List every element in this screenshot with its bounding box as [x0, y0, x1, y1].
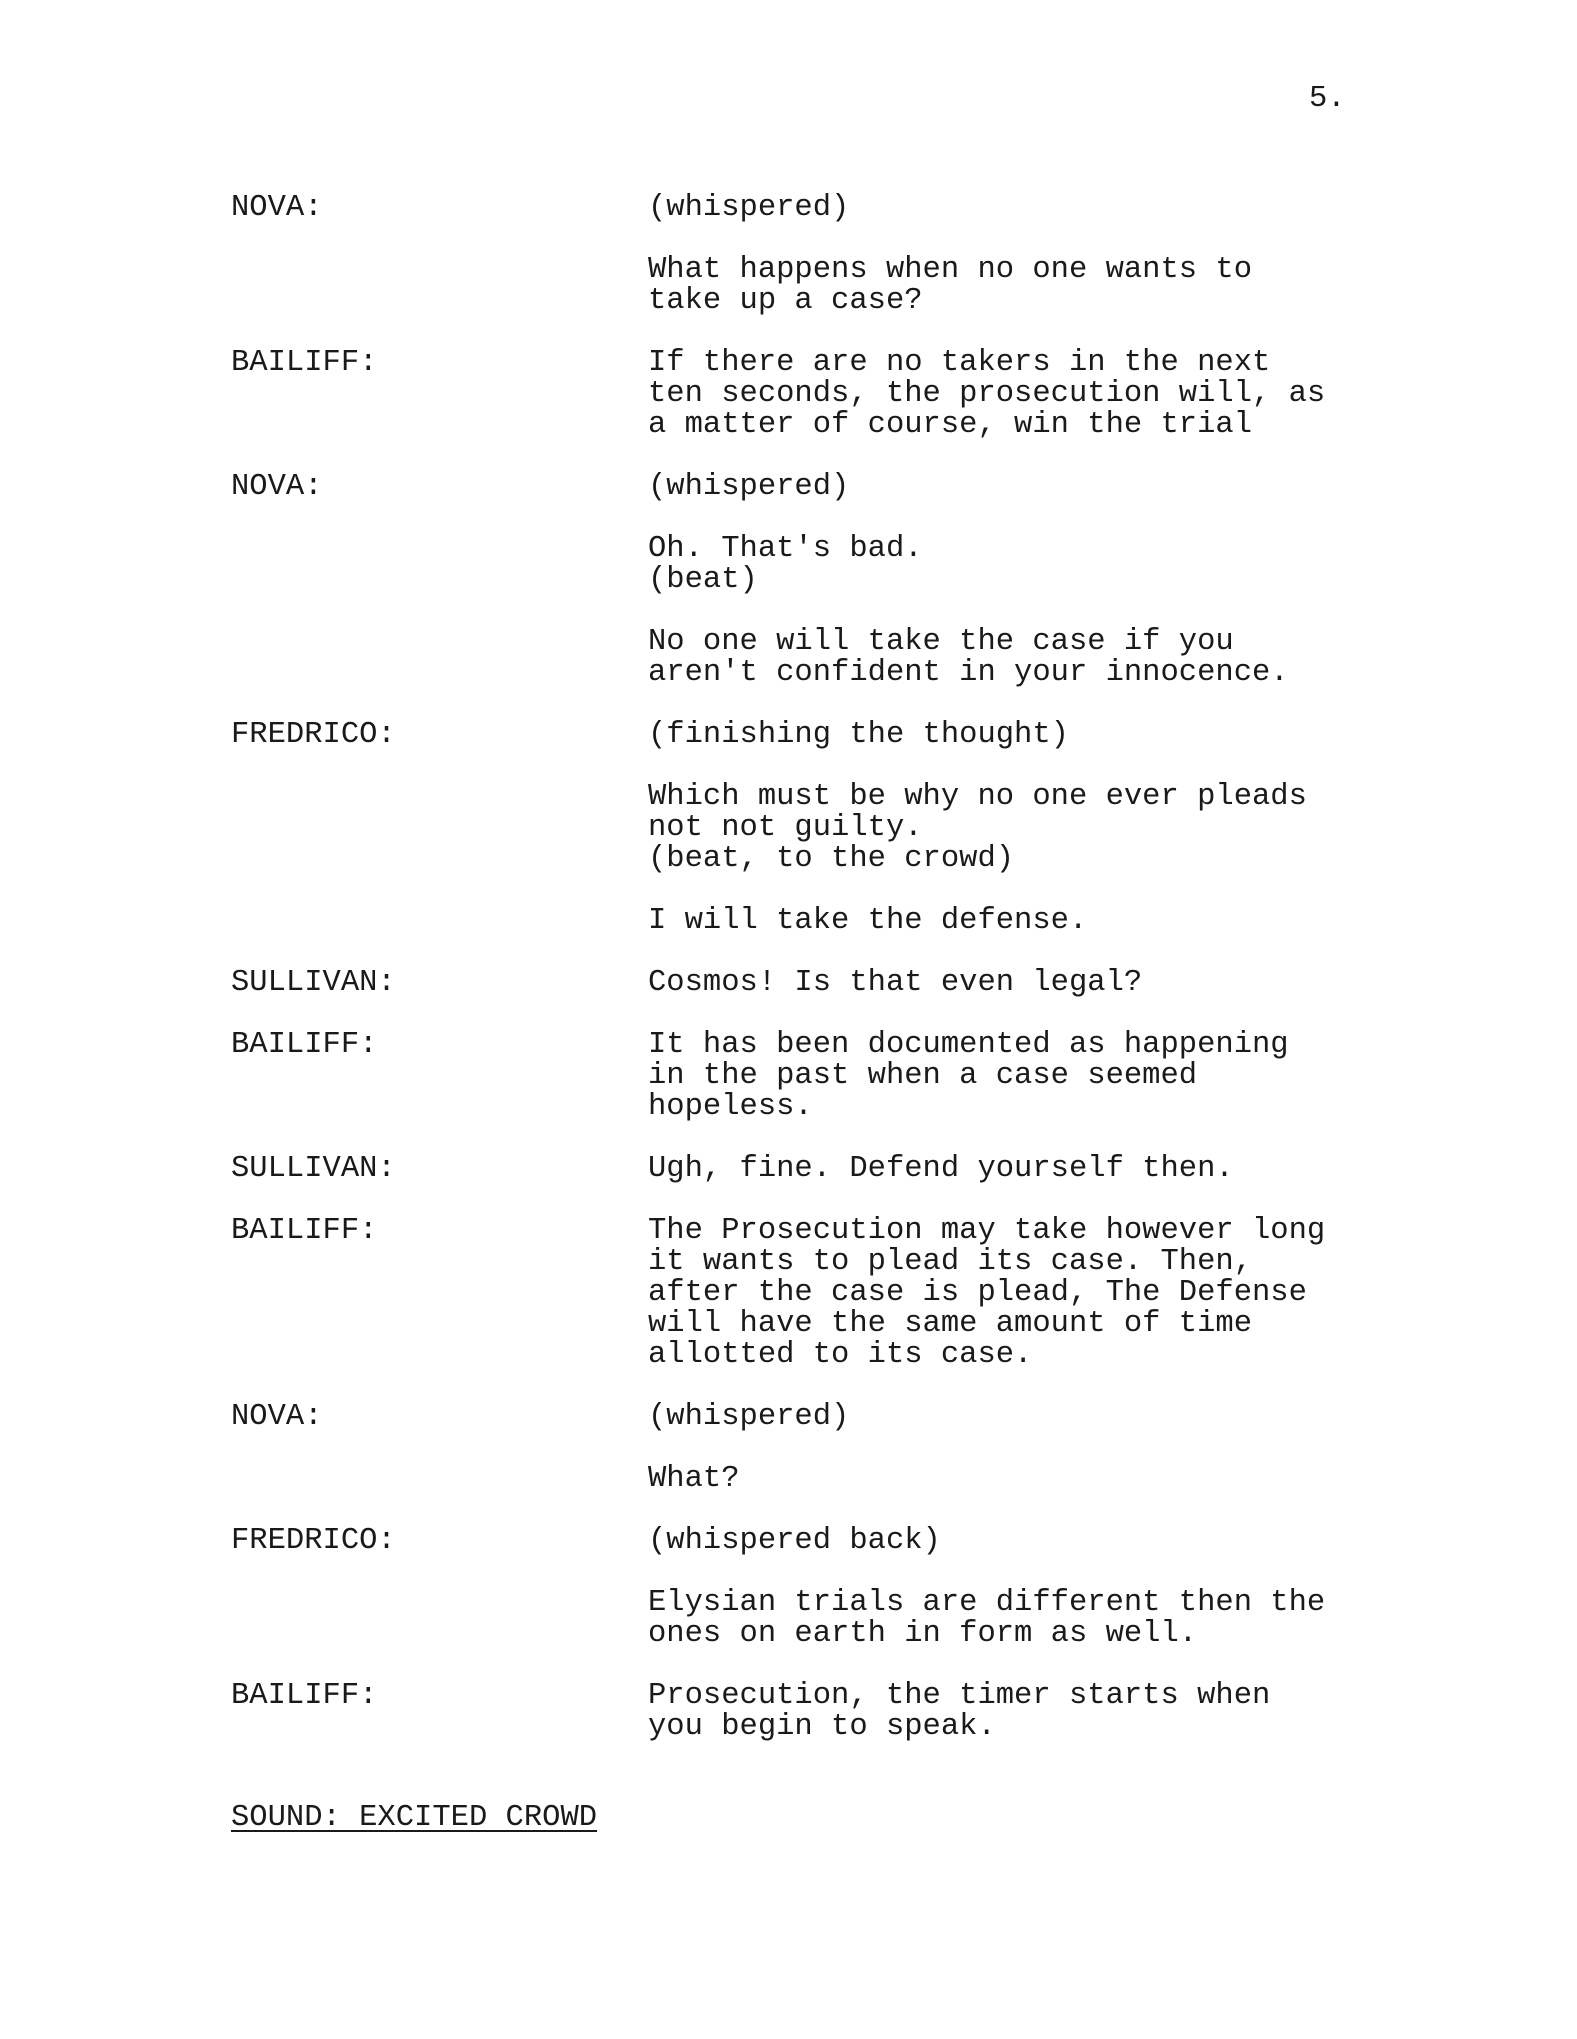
dialogue-block: [648, 1402, 1351, 1495]
dialogue-line: [648, 1433, 1351, 1464]
dialogue-entry: [231, 472, 1351, 689]
character-name: BAILIFF:: [231, 346, 378, 380]
dialogue-line: It has been documented as happening: [648, 1028, 1289, 1062]
dialogue-line: [648, 224, 1351, 255]
dialogue-block: [648, 1681, 1351, 1743]
character-name: NOVA:: [231, 470, 323, 504]
dialogue-line: will have the same amount of time: [648, 1307, 1252, 1341]
dialogue-entry: [231, 193, 1351, 317]
dialogue-block: [648, 472, 1351, 689]
dialogue-line: Prosecution, the timer starts when: [648, 1679, 1271, 1713]
dialogue-block: [648, 720, 1351, 937]
dialogue-entry: [231, 1216, 1351, 1371]
sound-cue: SOUND: EXCITED CROWD: [231, 1801, 598, 1835]
dialogue-line: What?: [648, 1462, 740, 1496]
dialogue-line: a matter of course, win the trial: [648, 408, 1252, 442]
dialogue-line: Which must be why no one ever pleads: [648, 780, 1307, 814]
dialogue-line: [648, 503, 1351, 534]
character-name: FREDRICO:: [231, 1524, 396, 1558]
dialogue-entry: [231, 1154, 1351, 1185]
dialogue-block: [648, 1216, 1351, 1371]
page-number: 5.: [1309, 82, 1346, 116]
character-name: SULLIVAN:: [231, 966, 396, 1000]
parenthetical-line: (beat): [648, 563, 758, 597]
dialogue-line: ones on earth in form as well.: [648, 1617, 1198, 1651]
parenthetical-line: (whispered back): [648, 1524, 941, 1558]
dialogue-line: [648, 596, 1351, 627]
dialogue-block: [648, 1526, 1351, 1650]
character-name: BAILIFF:: [231, 1214, 378, 1248]
dialogue-block: [648, 1030, 1351, 1123]
dialogue-block: [648, 1154, 1351, 1185]
character-name: NOVA:: [231, 1400, 323, 1434]
dialogue-line: in the past when a case seemed: [648, 1059, 1198, 1093]
character-name: SULLIVAN:: [231, 1152, 396, 1186]
parenthetical-line: (finishing the thought): [648, 718, 1069, 752]
dialogue-line: Ugh, fine. Defend yourself then.: [648, 1152, 1234, 1186]
dialogue-line: aren't confident in your innocence.: [648, 656, 1289, 690]
character-name: BAILIFF:: [231, 1679, 378, 1713]
dialogue-line: No one will take the case if you: [648, 625, 1234, 659]
dialogue-block: [648, 193, 1351, 317]
character-name: FREDRICO:: [231, 718, 396, 752]
parenthetical-line: (whispered): [648, 1400, 850, 1434]
dialogue-line: Elysian trials are different then the: [648, 1586, 1326, 1620]
dialogue-line: [648, 751, 1351, 782]
parenthetical-line: (beat, to the crowd): [648, 842, 1015, 876]
character-name: NOVA:: [231, 191, 323, 225]
dialogue-entry: [231, 1030, 1351, 1123]
dialogue-line: [648, 875, 1351, 906]
dialogue-line: Oh. That's bad.: [648, 532, 923, 566]
dialogue-line: it wants to plead its case. Then,: [648, 1245, 1252, 1279]
dialogue-block: [648, 968, 1351, 999]
script-body: [231, 193, 1351, 1834]
dialogue-line: hopeless.: [648, 1090, 813, 1124]
character-name: BAILIFF:: [231, 1028, 378, 1062]
dialogue-entry: [231, 1402, 1351, 1495]
dialogue-line: after the case is plead, The Defense: [648, 1276, 1307, 1310]
dialogue-entry: [231, 968, 1351, 999]
dialogue-line: you begin to speak.: [648, 1710, 996, 1744]
dialogue-block: [648, 348, 1351, 441]
dialogue-line: allotted to its case.: [648, 1338, 1033, 1372]
dialogue-line: Cosmos! Is that even legal?: [648, 966, 1143, 1000]
dialogue-entry: [231, 720, 1351, 937]
dialogue-entry: [231, 348, 1351, 441]
dialogue-entry: [231, 1681, 1351, 1743]
parenthetical-line: (whispered): [648, 191, 850, 225]
dialogue-line: If there are no takers in the next: [648, 346, 1271, 380]
parenthetical-line: (whispered): [648, 470, 850, 504]
dialogue-line: not not guilty.: [648, 811, 923, 845]
dialogue-line: take up a case?: [648, 284, 923, 318]
dialogue-entry: [231, 1526, 1351, 1650]
dialogue-line: What happens when no one wants to: [648, 253, 1252, 287]
dialogue-line: [648, 1557, 1351, 1588]
dialogue-line: I will take the defense.: [648, 904, 1088, 938]
dialogue-line: ten seconds, the prosecution will, as: [648, 377, 1326, 411]
dialogue-line: The Prosecution may take however long: [648, 1214, 1326, 1248]
